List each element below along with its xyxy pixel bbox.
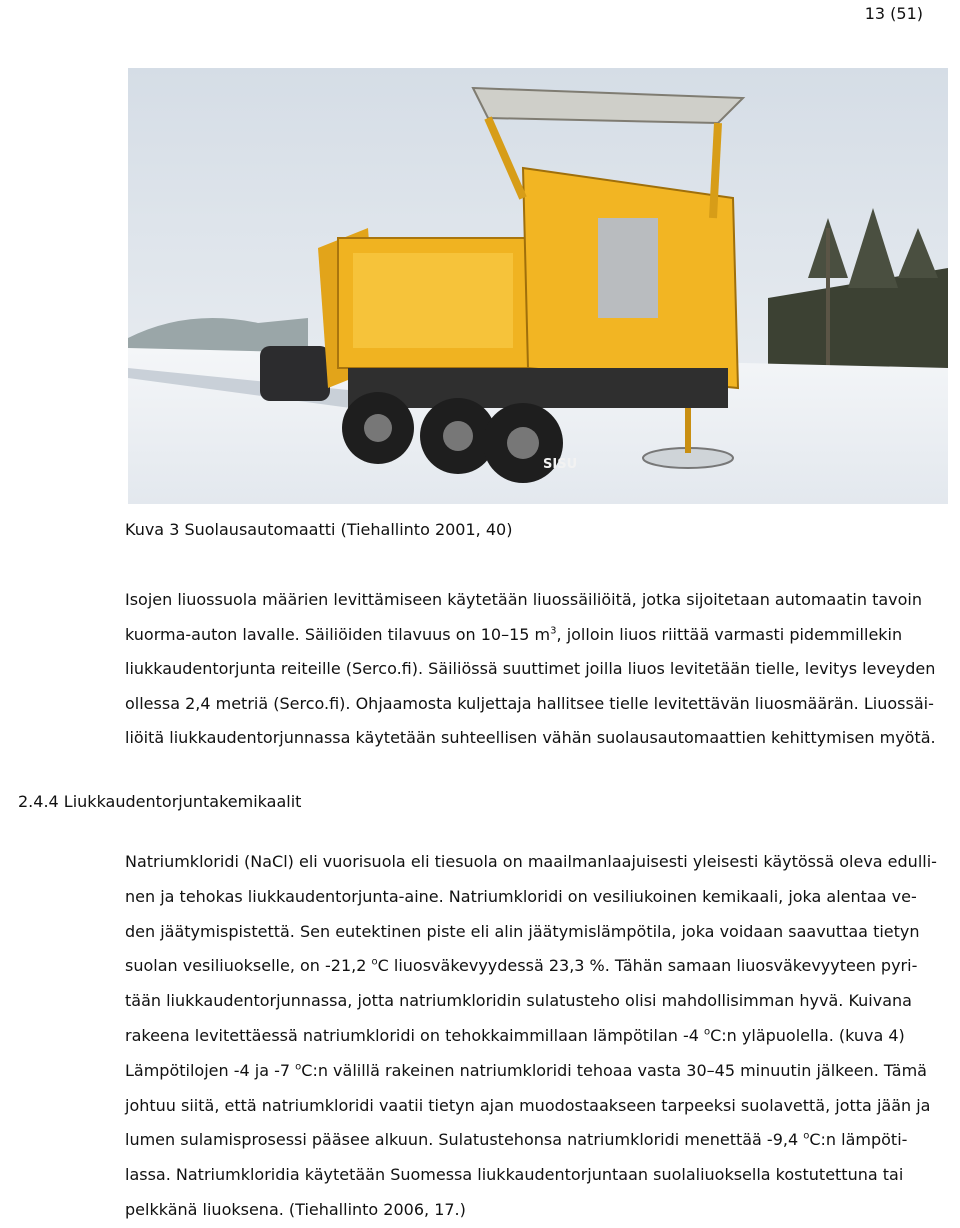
text-line xyxy=(125,1089,931,1124)
text-run: den jäätymispistettä. Sen eutektinen piste eli alin jäätymislämpötila, joka voidaan saavuttaa tietyn xyxy=(125,921,920,941)
text-run: tään liukkaudentorjunnassa, jotta natriumkloridin sulatusteho olisi mahdollisimman hyvä. Kuivana xyxy=(125,991,912,1011)
text-run: Lämpötilojen -4 ja -7 xyxy=(125,1060,296,1080)
text-run: , jolloin liuos riittää varmasti pidemmillekin xyxy=(556,624,903,644)
text-run: liukkaudentorjunta reiteille (Serco.fi). Säiliössä suuttimet joilla liuos levitetään tielle, levitys leveyden xyxy=(125,659,936,679)
text-run: C:n yläpuolella. (kuva 4) xyxy=(710,1025,905,1045)
text-run: ollessa 2,4 metriä (Serco.fi). Ohjaamosta kuljettaja hallitsee tielle levitettävän liuosmäärän. Liuossäi- xyxy=(125,693,934,713)
paragraph-liquid-tanks xyxy=(125,583,936,756)
text-run: kuorma-auton lavalle. Säiliöiden tilavuus on 10–15 m xyxy=(125,624,551,644)
superscript: o xyxy=(803,1131,810,1143)
superscript: 3 xyxy=(550,625,557,637)
salt-spreader-truck-photo xyxy=(128,68,948,504)
superscript: o xyxy=(371,957,378,969)
text-line xyxy=(125,652,936,687)
text-line xyxy=(125,583,925,618)
text-line xyxy=(125,618,925,653)
text-run: suolan vesiliuokselle, on -21,2 xyxy=(125,956,372,976)
text-run: C:n lämpöti- xyxy=(809,1130,908,1150)
text-run: liöitä liukkaudentorjunnassa käytetään suhteellisen vähän suolausautomaattien kehittymisen myötä. xyxy=(125,728,936,748)
text-run: C liuosväkevyydessä 23,3 %. Tähän samaan liuosväkevyyteen pyri- xyxy=(377,956,918,976)
text-line xyxy=(125,687,934,722)
text-line xyxy=(125,1193,925,1228)
text-run: rakeena levitettäessä natriumkloridi on tehokkaimmillaan lämpötilan -4 xyxy=(125,1025,704,1045)
text-line xyxy=(125,984,925,1019)
text-line xyxy=(125,915,925,950)
section-heading: 2.4.4 Liukkaudentorjuntakemikaalit xyxy=(18,792,302,811)
paragraph-sodium-chloride xyxy=(125,845,937,1228)
text-run: C:n välillä rakeinen natriumkloridi tehoaa vasta 30–45 minuutin jälkeen. Tämä xyxy=(301,1060,927,1080)
text-line xyxy=(125,1019,925,1054)
text-line xyxy=(125,845,937,880)
page-number: 13 (51) xyxy=(864,4,923,23)
superscript: o xyxy=(703,1026,711,1038)
figure-caption: Kuva 3 Suolausautomaatti (Tiehallinto 2001, 40) xyxy=(125,520,513,539)
text-line xyxy=(125,1054,925,1089)
text-run: Natriumkloridi (NaCl) eli vuorisuola eli tiesuola on maailmanlaajuisesti yleisesti käytössä oleva edulli- xyxy=(125,852,937,871)
truck-brand-text: SISU xyxy=(543,457,578,472)
text-run: lassa. Natriumkloridia käytetään Suomessa liukkaudentorjuntaan suolaliuoksella kostutettuna tai xyxy=(125,1165,904,1185)
text-run: nen ja tehokas liukkaudentorjunta-aine. Natriumkloridi on vesiliukoinen kemikaali, joka alentaa ve- xyxy=(125,886,917,906)
text-line xyxy=(125,1158,925,1193)
text-line xyxy=(125,949,925,984)
text-line xyxy=(125,1123,925,1158)
text-line xyxy=(125,721,936,756)
superscript: o xyxy=(295,1061,302,1073)
text-run: johtuu siitä, että natriumkloridi vaatii tietyn ajan muodostaakseen tarpeeksi suolavettä, jotta jään ja xyxy=(125,1095,931,1115)
text-run: Isojen liuossuola määrien levittämiseen käytetään liuossäiliöitä, jotka sijoitetaan automaatin tavoin xyxy=(125,590,922,609)
text-run: pelkkänä liuoksena. (Tiehallinto 2006, 17.) xyxy=(125,1199,466,1219)
text-run: lumen sulamisprosessi pääsee alkuun. Sulatustehonsa natriumkloridi menettää -9,4 xyxy=(125,1130,804,1150)
text-line xyxy=(125,880,925,915)
